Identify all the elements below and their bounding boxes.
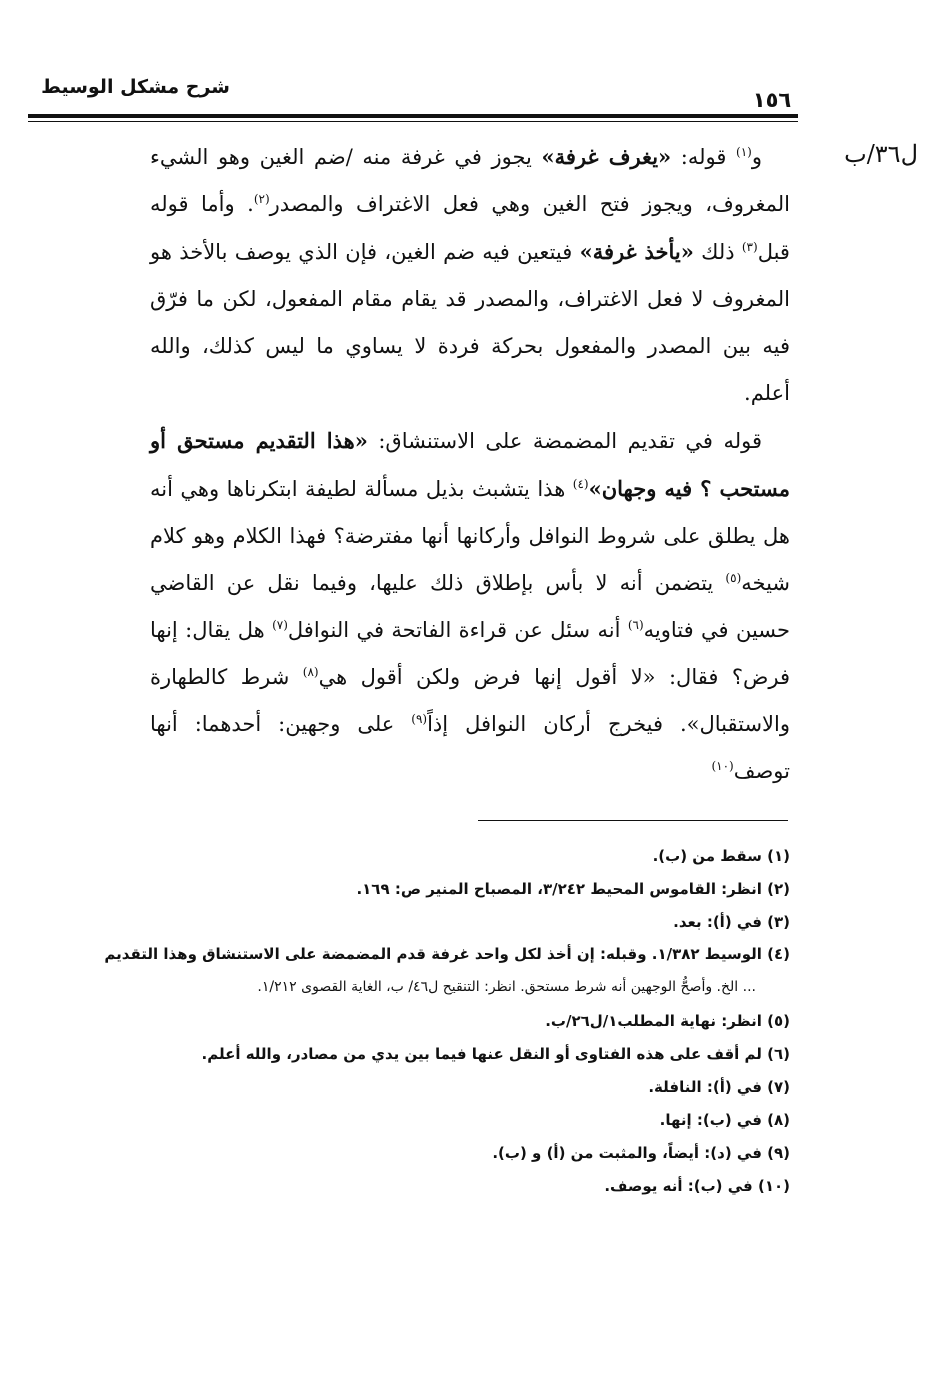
quoted-term: «هذا التقديم مستحق أو مستحب ؟ فيه وجهان» bbox=[150, 428, 790, 501]
footnote-10: (١٠) في (ب): أنه يوصف. bbox=[604, 1177, 790, 1195]
footnote-2: (٢) انظر: القاموس المحيط ٣/٢٤٢، المصباح المنير ص: ١٦٩. bbox=[356, 880, 790, 898]
footnote-3: (٣) في (أ): بعد. bbox=[673, 913, 790, 931]
footnote-8: (٨) في (ب): إنها. bbox=[659, 1111, 790, 1129]
footnote-ref-4[interactable]: (٤) bbox=[572, 477, 589, 491]
footnote-4: (٤) الوسيط ١/٣٨٢. وقبله: إن أخذ لكل واحد غرفة قدم المضمضة على الاستنشاق وهذا التقديم bbox=[104, 945, 790, 963]
footnote-ref-7[interactable]: (٧) bbox=[272, 618, 288, 632]
main-text bbox=[150, 133, 790, 795]
footnote-6: (٦) لم أقف على هذه الفتاوى أو النقل عنها فيما بين يدي من مصادر، والله أعلم. bbox=[201, 1045, 790, 1063]
manuscript-folio-ref: ل٣٦/ب bbox=[844, 140, 918, 168]
header-rule-thick bbox=[28, 114, 798, 118]
footnote-1: (١) سقط من (ب). bbox=[652, 847, 790, 865]
paragraph-1: و$^{(١)}$ قوله: «يغرف غرفة» يجوز في غرفة منه /ضم الغين وهو الشيء المغروف، ويجوز فتح الغين وهي فعل الاغتراف والمصدر$^{(٢)}$. وأما قوله قبل$^{(٣)}$ ذلك «يأخذ غرفة» فيتعين فيه ضم الغين، فإن الذي يوصف بالأخذ هو المغروف لا فعل الاغتراف، والمصدر قد يقام مقام المفعول، لكن ما فرّق فيه بين المصدر والمفعول بحركة فردة لا يساوي ما ليس كذلك، والله أعلم. bbox=[150, 144, 790, 405]
footnote-ref-5[interactable]: (٥) bbox=[725, 571, 742, 585]
page-number: ١٥٦ bbox=[752, 88, 792, 112]
footnote-ref-2[interactable]: (٢) bbox=[253, 192, 270, 206]
footnote-5: (٥) انظر: نهاية المطلب١/ل٢٦/ب. bbox=[545, 1012, 790, 1030]
footnotes bbox=[30, 840, 790, 1203]
quoted-term: «يأخذ غرفة» bbox=[579, 239, 694, 264]
footnote-separator bbox=[478, 820, 788, 821]
footnote-7: (٧) في (أ): النافلة. bbox=[648, 1078, 790, 1096]
footnote-ref-1[interactable]: (١) bbox=[736, 145, 752, 159]
footnote-ref-6[interactable]: (٦) bbox=[627, 618, 644, 632]
paragraph-2: قوله في تقديم المضمضة على الاستنشاق: «هذا التقديم مستحق أو مستحب ؟ فيه وجهان»$^{(٤)}$ هذا يتشبث بذيل مسألة لطيفة ابتكرناها وهي أنه هل يطلق على شروط النوافل وأركانها أنها مفترضة؟ فهذا الكلام وهو كلام شيخه$^{(٥)}$ يتضمن أنه لا بأس بإطلاق ذلك عليها، وفيما نقل عن القاضي حسين في فتاويه$^{(٦)}$ أنه سئل عن قراءة الفاتحة في النوافل$^{(٧)}$ هل يقال: إنها فرض؟ فقال: «لا أقول إنها فرض ولكن أقول هي$^{(٨)}$ شرط كالطهارة والاستقبال». فيخرج أركان النوافل إذاً$^{(٩)}$ على وجهين: أحدهما: أنها توصف$^{(١٠)}$ bbox=[150, 428, 790, 783]
header-rule-thin bbox=[28, 121, 798, 122]
footnote-ref-3[interactable]: (٣) bbox=[741, 240, 758, 254]
footnote-ref-10[interactable]: (١٠) bbox=[711, 759, 734, 773]
footnote-9: (٩) في (د): أيضاً، والمثبت من (أ) و (ب). bbox=[492, 1144, 790, 1162]
footnote-4-continuation: ... الخ. وأصحُّ الوجهين أنه شرط مستحق. انظر: التنقيح ل٤٦/ ب، الغاية القصوى ١/٢١٢. bbox=[257, 979, 756, 995]
running-header-title: شرح مشكل الوسيط bbox=[41, 76, 230, 98]
footnote-ref-8[interactable]: (٨) bbox=[302, 665, 319, 679]
footnote-ref-9[interactable]: (٩) bbox=[411, 712, 428, 726]
quoted-term: «يغرف غرفة» bbox=[541, 144, 672, 169]
